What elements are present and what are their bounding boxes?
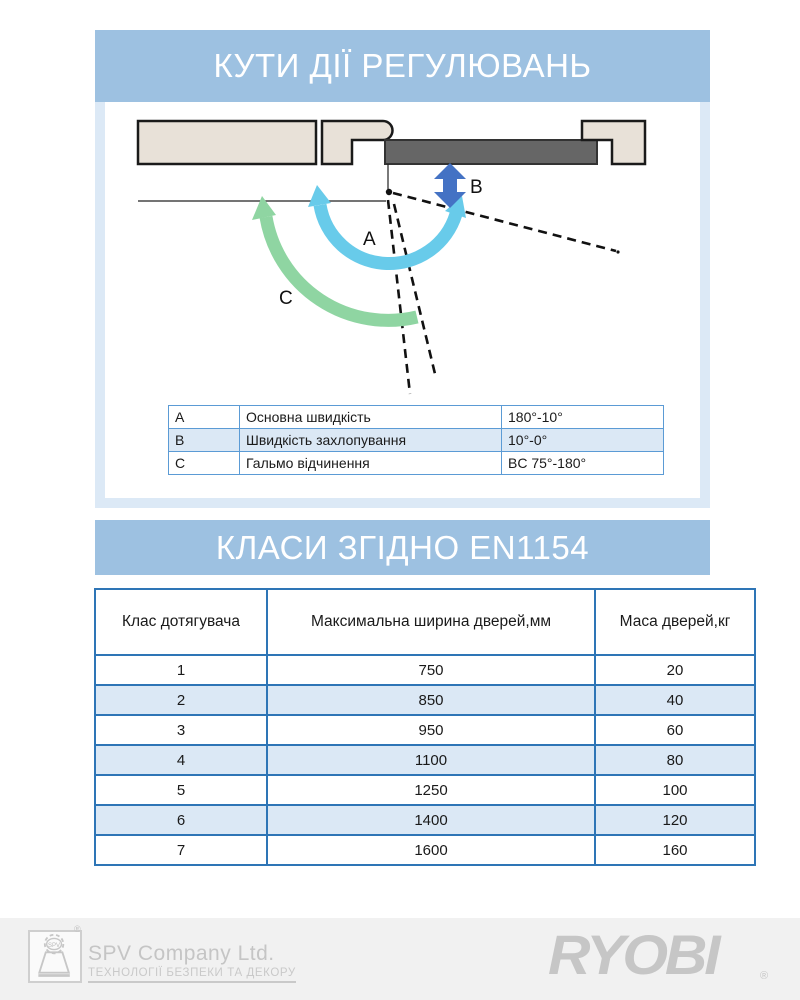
header-row [95, 589, 755, 655]
ryobi-logo: RYOBI [548, 923, 718, 986]
row-name: Гальмо відчинення [240, 452, 502, 475]
cell-class: 6 [95, 805, 267, 835]
cell-class: 2 [95, 685, 267, 715]
door-leaf [385, 140, 597, 164]
table-row [95, 805, 755, 835]
spv-figure-icon [30, 932, 80, 981]
adjustment-angles-table [168, 405, 664, 475]
cell-width: 1100 [267, 745, 595, 775]
cell-mass: 20 [595, 655, 755, 685]
table-row [95, 655, 755, 685]
spv-reg-mark: ® [74, 924, 81, 934]
door-frame-profile [322, 121, 393, 164]
en1154-classes-table [94, 588, 756, 866]
door-position-dashed-open-1 [388, 200, 410, 394]
door-position-dashed-10deg [393, 193, 616, 251]
col-header-class: Клас дотягувача [95, 589, 267, 655]
cell-width: 1250 [267, 775, 595, 805]
table-row [169, 429, 664, 452]
footer [0, 918, 800, 1000]
cell-width: 950 [267, 715, 595, 745]
table-row [169, 452, 664, 475]
svg-text:SPV: SPV [48, 942, 61, 949]
door-position-dashed-open-2 [394, 204, 436, 378]
wall-section [138, 121, 316, 164]
row-key: B [169, 429, 240, 452]
row-name: Основна швидкість [240, 406, 502, 429]
cell-class: 7 [95, 835, 267, 865]
pivot-point [386, 189, 392, 195]
cell-width: 1400 [267, 805, 595, 835]
section1-title: КУТИ ДІЇ РЕГУЛЮВАНЬ [213, 47, 592, 84]
row-value: 180°-10° [502, 406, 664, 429]
cell-class: 1 [95, 655, 267, 685]
cell-width: 750 [267, 655, 595, 685]
cell-mass: 100 [595, 775, 755, 805]
label-c: C [279, 288, 293, 309]
cell-width: 850 [267, 685, 595, 715]
door-closer-diagram [95, 102, 710, 402]
table-row [169, 406, 664, 429]
ryobi-reg-mark: ® [760, 970, 769, 982]
table-row [95, 745, 755, 775]
row-value: BC 75°-180° [502, 452, 664, 475]
table-row [95, 835, 755, 865]
spv-company-name: SPV Company Ltd. [88, 942, 275, 965]
label-a: A [363, 229, 376, 250]
row-value: 10°-0° [502, 429, 664, 452]
spv-tagline: ТЕХНОЛОГІЇ БЕЗПЕКИ ТА ДЕКОРУ [88, 967, 296, 983]
cell-mass: 160 [595, 835, 755, 865]
cell-class: 5 [95, 775, 267, 805]
table-row [95, 685, 755, 715]
row-key: C [169, 452, 240, 475]
cell-mass: 60 [595, 715, 755, 745]
cell-width: 1600 [267, 835, 595, 865]
arc-a-left-arrowhead-icon [308, 185, 331, 207]
row-key: A [169, 406, 240, 429]
section2-title: КЛАСИ ЗГІДНО EN1154 [215, 528, 590, 566]
label-b: B [470, 177, 483, 198]
arc-a [320, 205, 456, 264]
section1-header [95, 30, 710, 102]
table-row [95, 715, 755, 745]
row-name: Швидкість захлопування [240, 429, 502, 452]
table-row [95, 775, 755, 805]
spv-logo [28, 930, 82, 983]
cell-mass: 120 [595, 805, 755, 835]
col-header-mass: Маса дверей,кг [595, 589, 755, 655]
cell-class: 4 [95, 745, 267, 775]
cell-mass: 80 [595, 745, 755, 775]
col-header-width: Максимальна ширина дверей,мм [267, 589, 595, 655]
section2-header [95, 520, 710, 575]
cell-class: 3 [95, 715, 267, 745]
dash-end-dot [616, 250, 619, 253]
cell-mass: 40 [595, 685, 755, 715]
